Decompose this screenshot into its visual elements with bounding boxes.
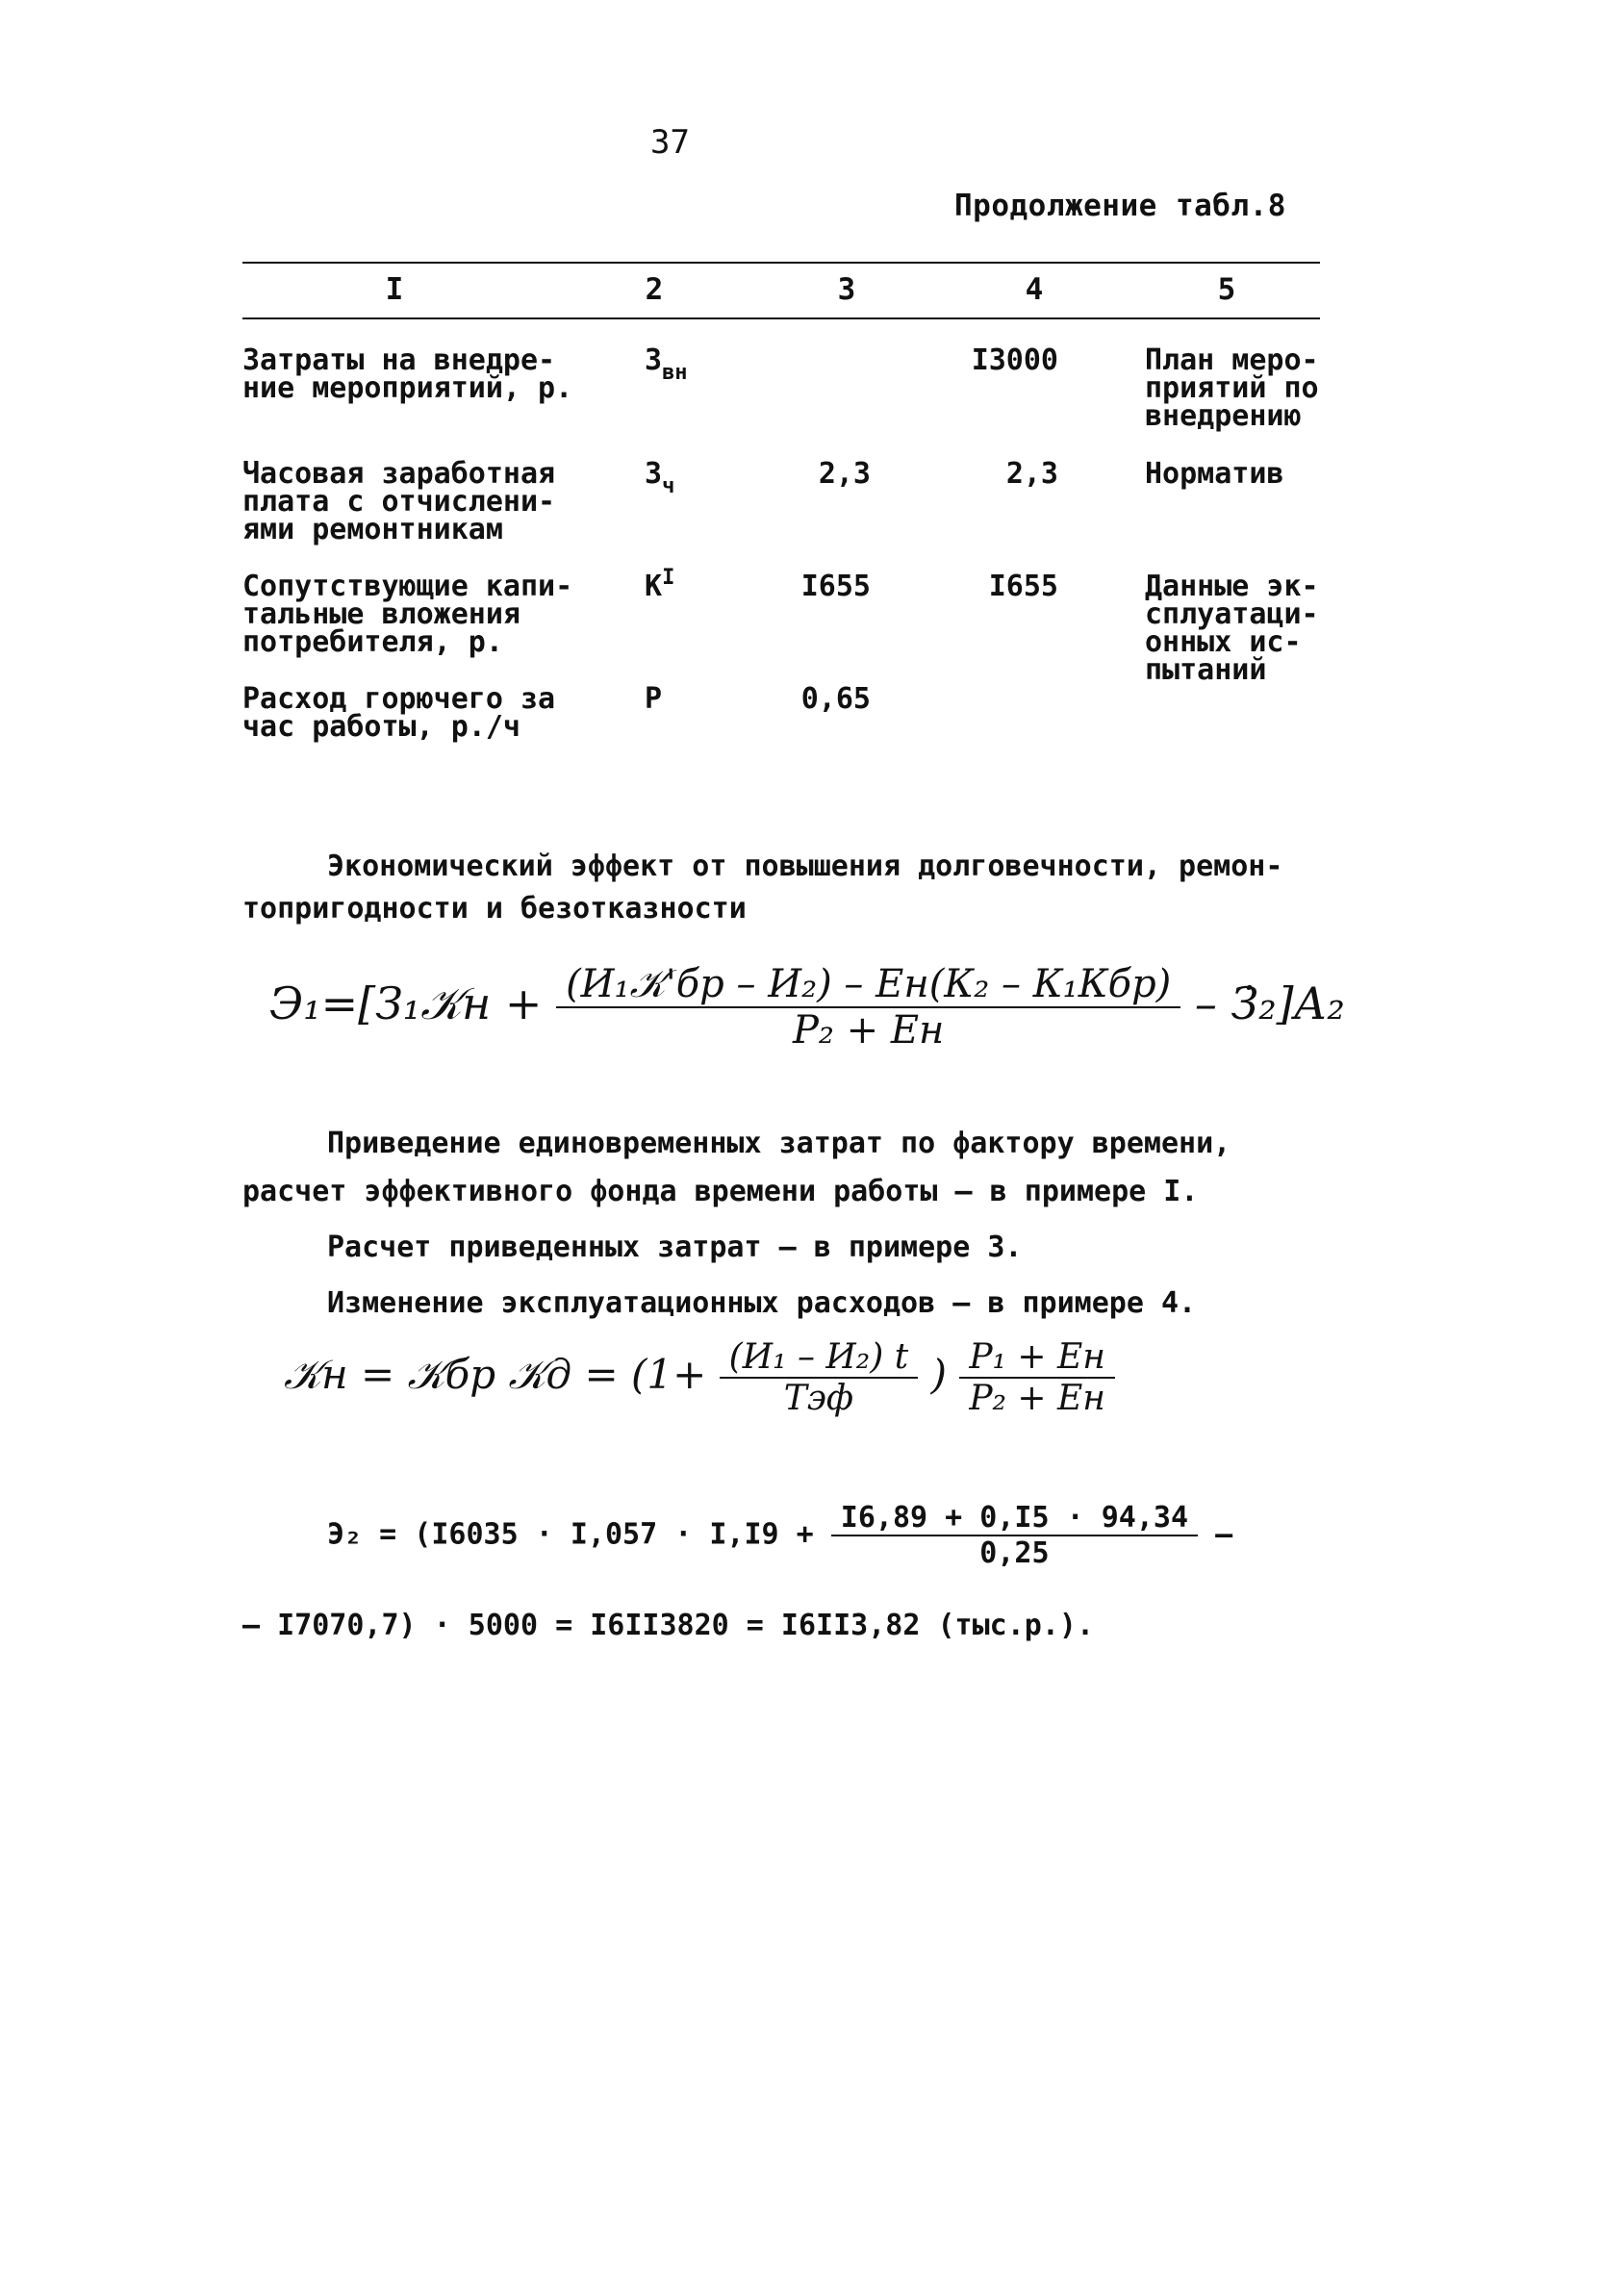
table-continuation-label: Продолжение табл.8 bbox=[954, 189, 1286, 223]
formula-effect-e1: Э₁=[З₁𝒦н + $\frac{\text{(И₁𝒦'бр – И₂) – Ен(К₂ – К₁Кбр)}}{\text{Р₂ + Ен}}$ – З̇₂]А₂ bbox=[269, 962, 1345, 1053]
table-header-col1: I bbox=[385, 272, 404, 307]
paragraph-economic-effect-cont: топригодности и безотказности bbox=[242, 892, 747, 926]
table-header-col2: 2 bbox=[645, 272, 664, 307]
table-header-col5: 5 bbox=[1217, 272, 1236, 307]
table-cell-value-3: 0,65 bbox=[800, 682, 871, 716]
table-cell-value-3: I655 bbox=[800, 570, 871, 603]
table-cell-symbol: $З_ч$ bbox=[645, 457, 675, 498]
table-cell-source: Норматив bbox=[1145, 457, 1284, 491]
table-cell-description: Сопутствующие капи- тальные вложения потребителя, р. bbox=[242, 570, 573, 659]
formula-kn: 𝒦н = 𝒦бр 𝒦д = (1+ $\frac{\text{(И₁ – И₂) t}}{\text{Тэф}}$ ) $\frac{\text{Р₁ + Ен}}{\text{Р₂ + Ен}}$ bbox=[284, 1337, 1115, 1418]
table-cell-symbol: $З_{вн}$ bbox=[645, 343, 688, 385]
calculation-e2-result: – I7070,7) · 5000 = I6II3820 = I6II3,82 (тыс.р.). bbox=[242, 1609, 1095, 1642]
paragraph-economic-effect: Экономический эффект от повышения долговечности, ремон- bbox=[327, 850, 1283, 883]
page-number: 37 bbox=[650, 123, 690, 162]
table-cell-value-4: 2,3 bbox=[1005, 457, 1058, 491]
paragraph-time-factor: Приведение единовременных затрат по фактору времени, bbox=[327, 1127, 1231, 1160]
table-cell-source: План меро- приятий по внедрению bbox=[1145, 343, 1319, 433]
table-header-col4: 4 bbox=[1025, 272, 1044, 307]
table-header-col3: 3 bbox=[837, 272, 856, 307]
paragraph-operating-costs: Изменение эксплуатационных расходов – в примере 4. bbox=[327, 1286, 1197, 1320]
table-top-rule bbox=[242, 262, 1320, 264]
table-cell-value-3: 2,3 bbox=[818, 457, 871, 491]
table-cell-description: Затраты на внедре- ние мероприятий, р. bbox=[242, 343, 573, 405]
calculation-e2: Э₂ = (I6035 · I,057 · I,I9 + $\frac{I6,89 + 0,I5 \cdot 94,34}{0,25}$ – bbox=[327, 1501, 1233, 1570]
paragraph-time-factor-cont: расчет эффективного фонда времени работы – в примере I. bbox=[242, 1175, 1199, 1208]
table-cell-symbol: Р bbox=[645, 682, 663, 716]
table-cell-source: Данные эк- сплуатаци- онных ис- пытаний bbox=[1145, 570, 1319, 687]
paragraph-reduced-costs: Расчет приведенных затрат – в примере 3. bbox=[327, 1231, 1023, 1264]
table-cell-description: Часовая заработная плата с отчислени- ями ремонтникам bbox=[242, 457, 556, 546]
table-cell-value-4: I3000 bbox=[971, 343, 1058, 377]
table-cell-symbol: $К^I$ bbox=[645, 566, 675, 603]
table-cell-description: Расход горючего за час работы, р./ч bbox=[242, 682, 556, 744]
table-cell-value-4: I655 bbox=[988, 570, 1058, 603]
table-header-rule bbox=[242, 317, 1320, 319]
